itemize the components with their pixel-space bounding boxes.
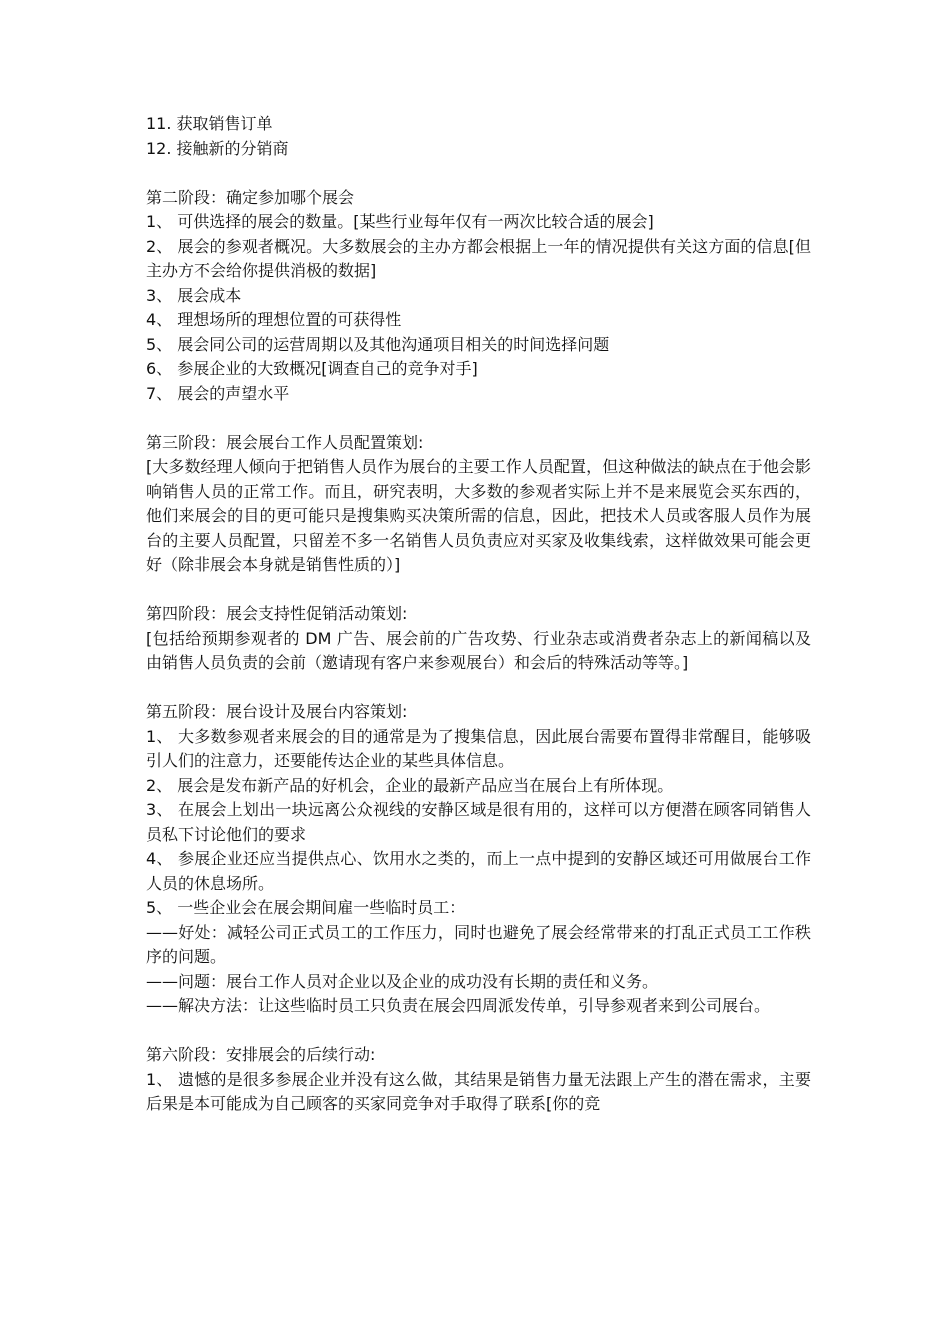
section-heading: 第六阶段：安排展会的后续行动: xyxy=(146,1045,376,1064)
paragraph-gap xyxy=(146,161,811,186)
list-item: 1、 大多数参观者来展会的目的通常是为了搜集信息，因此展台需要布置得非常醒目，能够吸引人们的注意力，还要能传达企业的某些具体信息。 xyxy=(146,726,811,770)
list-item: 5、 一些企业会在展会期间雇一些临时员工： xyxy=(146,898,466,917)
list-item: 6、 参展企业的大致概况[调查自己的竞争对手] xyxy=(146,359,478,378)
list-item: 3、 在展会上划出一块远离公众视线的安静区域是很有用的，这样可以方便潜在顾客同销售人员私下讨论他们的要求 xyxy=(146,800,811,844)
section-stage-3 xyxy=(146,431,811,578)
list-item: 3、 展会成本 xyxy=(146,285,242,305)
section-heading: 第二阶段：确定参加哪个展会 xyxy=(146,187,355,207)
list-item: 4、 参展企业还应当提供点心、饮用水之类的，而上一点中提到的安静区域还可用做展台工作人员的休息场所。 xyxy=(146,849,811,893)
list-item: 4、 理想场所的理想位置的可获得性 xyxy=(146,310,402,329)
paragraph-gap xyxy=(146,1019,811,1044)
list-item: ——解决方法：让这些临时员工只负责在展会四周派发传单，引导参观者来到公司展台。 xyxy=(146,996,771,1015)
list-item: 5、 展会同公司的运营周期以及其他沟通项目相关的时间选择问题 xyxy=(146,334,610,354)
intro-list xyxy=(146,112,811,161)
list-item: 1、 可供选择的展会的数量。[某些行业每年仅有一两次比较合适的展会] xyxy=(146,212,654,231)
list-item: 7、 展会的声望水平 xyxy=(146,383,290,403)
paragraph: [大多数经理人倾向于把销售人员作为展台的主要工作人员配置，但这种做法的缺点在于他会影响销售人员的正常工作。而且，研究表明，大多数的参观者实际上并不是来展览会买东西的，他们来展会的目的更可能只是搜集购买决策所需的信息，因此，把技术人员或客服人员作为展台的主要人员配置，只留差不多一名销售人员负责应对买家及收集线索，这样做效果可能会更好（除非展会本身就是销售性质的）] xyxy=(146,457,811,574)
list-item: 1、 遗憾的是很多参展企业并没有这么做，其结果是销售力量无法跟上产生的潜在需求，主要后果是本可能成为自己顾客的买家同竞争对手取得了联系[你的竞 xyxy=(146,1069,811,1113)
section-heading: 第三阶段：展会展台工作人员配置策划: xyxy=(146,432,424,452)
section-stage-5 xyxy=(146,700,811,1019)
paragraph-gap xyxy=(146,676,811,701)
section-stage-2 xyxy=(146,186,811,407)
paragraph-gap xyxy=(146,578,811,603)
document-body xyxy=(146,112,811,1117)
section-stage-6 xyxy=(146,1043,811,1117)
list-item: 2、 展会是发布新产品的好机会，企业的最新产品应当在展台上有所体现。 xyxy=(146,775,674,795)
list-item: 2、 展会的参观者概况。大多数展会的主办方都会根据上一年的情况提供有关这方面的信息[但主办方不会给你提供消极的数据] xyxy=(146,236,811,280)
list-item: 11. 获取销售订单 xyxy=(146,114,273,133)
list-item: 12. 接触新的分销商 xyxy=(146,138,289,158)
paragraph: [包括给预期参观者的 DM 广告、展会前的广告攻势、行业杂志或消费者杂志上的新闻稿以及由销售人员负责的会前（邀请现有客户来参观展台）和会后的特殊活动等等。] xyxy=(146,628,811,672)
section-heading: 第四阶段：展会支持性促销活动策划: xyxy=(146,604,408,623)
paragraph-gap xyxy=(146,406,811,431)
section-heading: 第五阶段：展台设计及展台内容策划: xyxy=(146,702,408,721)
list-item: ——好处：减轻公司正式员工的工作压力，同时也避免了展会经常带来的打乱正式员工工作秩序的问题。 xyxy=(146,922,811,966)
section-stage-4 xyxy=(146,602,811,676)
list-item: ——问题：展台工作人员对企业以及企业的成功没有长期的责任和义务。 xyxy=(146,971,659,991)
